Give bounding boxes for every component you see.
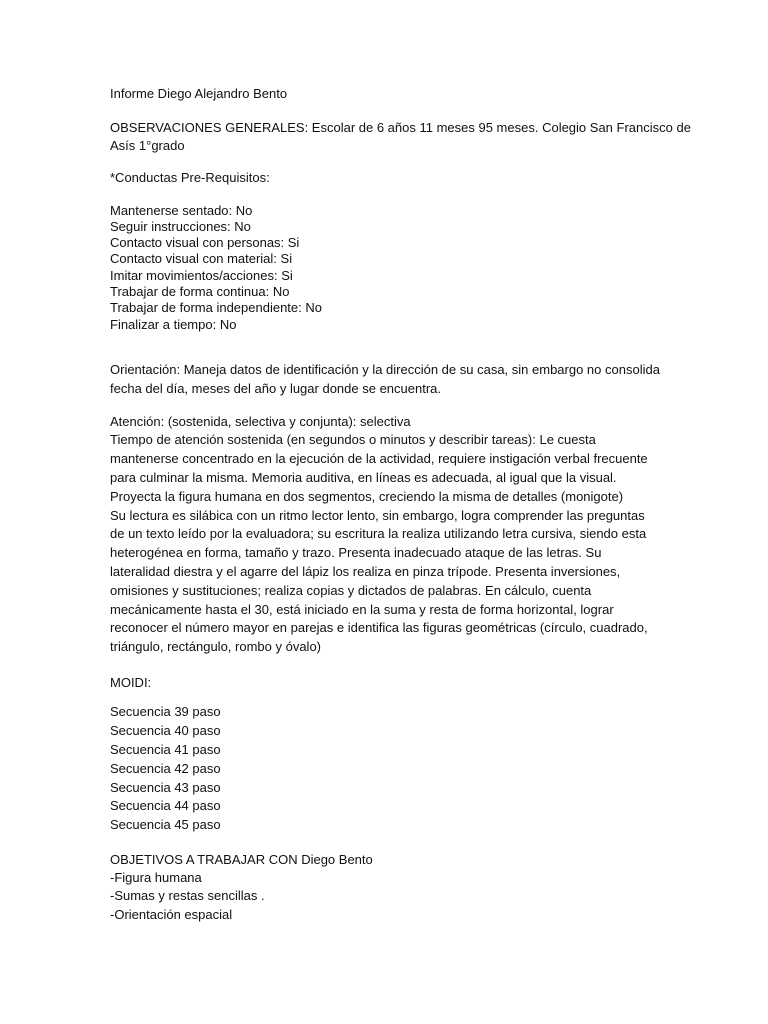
objetivo-item: -Figura humana — [110, 870, 202, 886]
atencion-line: heterogénea en forma, tamaño y trazo. Presenta inadecuado ataque de las letras. Su — [110, 545, 602, 561]
orientacion-paragraph — [110, 361, 665, 399]
atencion-line: triángulo, rectángulo, rombo y óvalo) — [110, 639, 322, 655]
moidi-item: Secuencia 39 paso — [110, 704, 221, 720]
prereq-item: Finalizar a tiempo: No — [110, 316, 237, 332]
moidi-item: Secuencia 40 paso — [110, 723, 221, 739]
atencion-line: de un texto leído por la evaluadora; su escritura la realiza utilizando letra cursiva, siendo esta — [110, 526, 647, 542]
prereq-heading: *Conductas Pre-Requisitos: — [110, 170, 270, 186]
prereq-item: Seguir instrucciones: No — [110, 218, 251, 234]
moidi-item: Secuencia 45 paso — [110, 817, 221, 833]
prereq-item: Trabajar de forma independiente: No — [110, 300, 322, 316]
objetivos-section — [110, 851, 665, 924]
prereq-item: Mantenerse sentado: No — [110, 202, 253, 218]
observaciones-generales — [110, 119, 691, 157]
orientacion-line: Orientación: Maneja datos de identificación y la dirección de su casa, sin embargo no consolida — [110, 361, 660, 377]
objetivos-heading: OBJETIVOS A TRABAJAR CON Diego Bento — [110, 852, 373, 867]
atencion-line: mantenerse concentrado en la ejecución de la actividad, requiere instigación verbal frecuente — [110, 451, 648, 467]
objetivo-item: -Sumas y restas sencillas . — [110, 888, 265, 904]
atencion-line: Proyecta la figura humana en dos segmentos, creciendo la misma de detalles (monigote) — [110, 488, 624, 504]
orientacion-line: fecha del día, meses del año y lugar donde se encuentra. — [110, 380, 441, 396]
atencion-line: lateralidad diestra y el agarre del lápiz los realiza en pinza trípode. Presenta inversiones, — [110, 563, 621, 579]
moidi-list — [110, 703, 665, 835]
atencion-line: para culminar la misma. Memoria auditiva, en líneas es adecuada, al igual que la visual. — [110, 469, 617, 485]
moidi-item: Secuencia 41 paso — [110, 742, 221, 758]
prereq-item: Contacto visual con personas: Si — [110, 235, 300, 251]
atencion-line: mecánicamente hasta el 30, está iniciado en la suma y resta de forma horizontal, lograr — [110, 601, 614, 617]
objetivo-item: -Orientación espacial — [110, 906, 233, 922]
moidi-item: Secuencia 43 paso — [110, 779, 221, 795]
atencion-paragraph — [110, 413, 665, 657]
prereq-item: Trabajar de forma continua: No — [110, 284, 290, 300]
prereq-list — [110, 203, 665, 333]
observaciones-line: Asís 1°grado — [110, 138, 185, 154]
observaciones-line: OBSERVACIONES GENERALES: Escolar de 6 años 11 meses 95 meses. Colegio San Francisco de — [110, 119, 691, 135]
atencion-line: Tiempo de atención sostenida (en segundos o minutos y describir tareas): Le cuesta — [110, 432, 596, 448]
atencion-line: Su lectura es silábica con un ritmo lector lento, sin embargo, logra comprender las preguntas — [110, 507, 645, 523]
moidi-item: Secuencia 42 paso — [110, 760, 221, 776]
atencion-line: Atención: (sostenida, selectiva y conjunta): selectiva — [110, 413, 411, 429]
atencion-line: reconocer el número mayor en parejas e identifica las figuras geométricas (círculo, cuadrado, — [110, 620, 648, 636]
document-body — [110, 86, 691, 924]
moidi-heading: MOIDI: — [110, 674, 152, 690]
prereq-item: Imitar movimientos/acciones: Si — [110, 267, 293, 283]
moidi-item: Secuencia 44 paso — [110, 798, 221, 814]
atencion-line: omisiones y sustituciones; realiza copias y dictados de palabras. En cálculo, cuenta — [110, 582, 592, 598]
prereq-item: Contacto visual con material: Si — [110, 251, 293, 267]
report-title: Informe Diego Alejandro Bento — [110, 86, 288, 101]
